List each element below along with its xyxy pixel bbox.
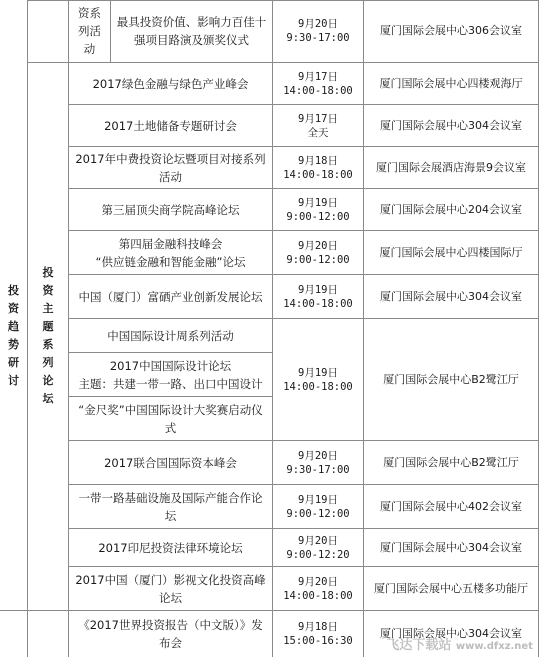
event-venue: 厦门国际会展中心306会议室	[380, 24, 522, 37]
watermark: 飞达下载站 www.dfxz.net	[386, 638, 533, 653]
event-venue: 厦门国际会展中心204会议室	[380, 202, 522, 216]
event-name: 第四届金融科技峰会 “供应链金融和智能金融”论坛	[95, 236, 246, 269]
level2-label-text: 投 资 主 题 系 列 论 坛	[42, 266, 54, 405]
event-venue: 厦门国际会展中心四楼观海厅	[379, 76, 523, 90]
event-name: 中国（厦门）富硒产业创新发展论坛	[78, 289, 263, 304]
event-time: 9月17日 14:00-18:00	[283, 70, 353, 97]
event-name: 2017年中费投资论坛暨项目对接系列活动	[75, 151, 266, 184]
event-venue: 厦门国际会展中心402会议室	[380, 499, 522, 513]
event-name: 最具投资价值、影响力百佳十强项目路演及颁奖仪式	[116, 15, 267, 47]
event-name: 中国国际设计周系列活动	[107, 328, 234, 343]
event-name: 2017绿色金融与绿色产业峰会	[92, 76, 249, 91]
event-time: 9月20日 9:00-12:00	[286, 239, 350, 266]
event-time: 9月19日 14:00-18:00	[283, 283, 353, 310]
event-time: 9月20日 9:30-17:00	[286, 18, 350, 44]
event-name: 资系 列活动	[78, 6, 101, 56]
event-time: 9月17日 全天	[298, 112, 338, 139]
event-venue: 厦门国际会展酒店海景9会议室	[376, 160, 526, 174]
event-name: 2017土地储备专题研讨会	[104, 118, 237, 133]
event-venue: 厦门国际会展中心B2鹭江厅	[383, 372, 519, 386]
event-time: 9月20日 9:30-17:00	[286, 449, 350, 476]
event-name: “金尺奖”中国国际设计大奖赛启动仪式	[78, 402, 263, 435]
event-name: 2017印尼投资法律环境论坛	[98, 540, 243, 555]
level2-label	[28, 62, 68, 610]
event-time: 9月20日 9:00-12:20	[286, 534, 350, 561]
level1-label	[0, 62, 27, 610]
event-name: 第三届顶尖商学院高峰论坛	[101, 202, 240, 217]
event-venue: 厦门国际会展中心304会议室	[380, 540, 522, 554]
level1-label-text: 投 资 趋 势 研 讨	[8, 284, 19, 387]
event-venue: 厦门国际会展中心五楼多功能厅	[374, 581, 528, 595]
event-time: 9月19日 9:00-12:00	[286, 493, 350, 520]
event-name: 《2017世界投资报告（中文版）》发布会	[78, 618, 263, 650]
event-time: 9月19日 14:00-18:00	[283, 366, 353, 393]
event-venue: 厦门国际会展中心四楼国际厅	[379, 245, 523, 259]
event-venue: 厦门国际会展中心B2鹭江厅	[383, 455, 519, 469]
event-venue: 厦门国际会展中心304会议室	[380, 118, 522, 132]
event-time: 9月18日 14:00-18:00	[283, 154, 353, 181]
event-name: 2017中国（厦门）影视文化投资高峰论坛	[75, 572, 266, 605]
event-time: 9月19日 9:00-12:00	[286, 196, 350, 223]
event-venue: 厦门国际会展中心304会议室	[380, 289, 522, 303]
event-name: 一带一路基础设施及国际产能合作论坛	[78, 490, 263, 523]
event-name: 2017中国国际设计论坛 主题：共建一带一路、出口中国设计	[78, 358, 263, 391]
event-time: 9月18日 15:00-16:30	[283, 621, 353, 647]
event-name: 2017联合国国际资本峰会	[104, 455, 237, 470]
event-venue: 厦门国际会展中心304会议室	[380, 627, 522, 640]
event-time: 9月20日 14:00-18:00	[283, 575, 353, 602]
